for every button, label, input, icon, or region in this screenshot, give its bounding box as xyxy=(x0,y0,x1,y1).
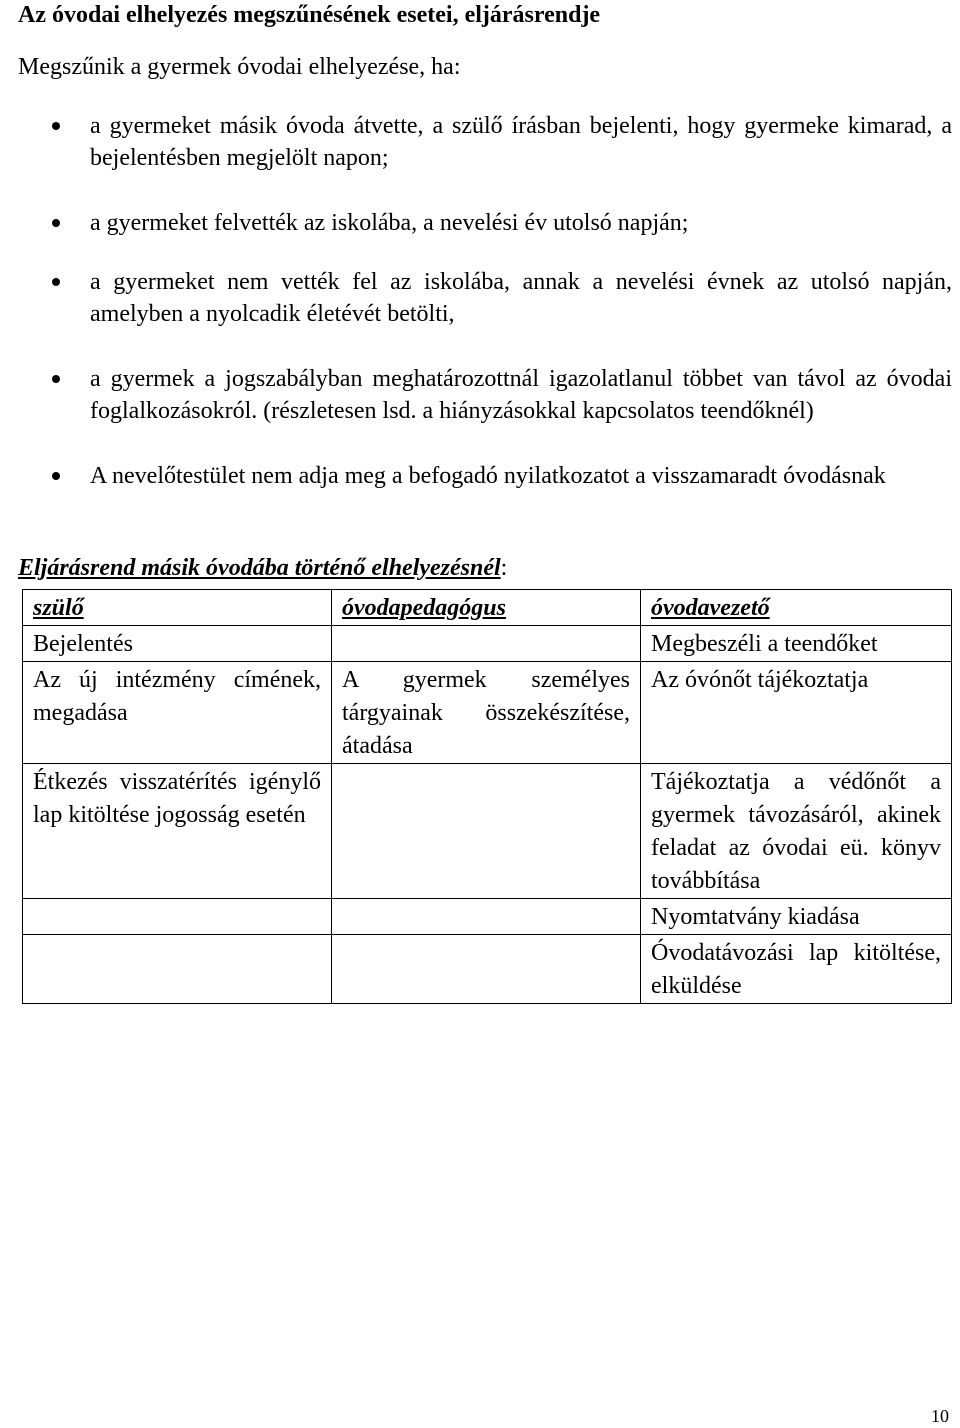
list-item-text: a gyermek a jogszabályban meghatározottnál igazolatlanul többet van távol az óvodai foglalkozásokról. (részletesen lsd. a hiányzásokkal kapcsolatos teendőknél) xyxy=(90,366,952,424)
procedure-table xyxy=(22,589,952,1004)
section-title-colon: : xyxy=(500,555,508,581)
document-title: Az óvodai elhelyezés megszűnésének esetei, eljárásrendje xyxy=(18,2,601,28)
table-cell: Az új intézmény címének, megadása xyxy=(23,662,332,764)
bullet-icon xyxy=(52,278,60,286)
column-header-parent: szülő xyxy=(23,590,332,626)
list-item-text: a gyermeket felvették az iskolába, a nevelési év utolsó napján; xyxy=(90,210,689,236)
table-row xyxy=(23,626,952,662)
table-row xyxy=(23,935,952,1004)
section-title-text: Eljárásrend másik óvodába történő elhelyezésnél xyxy=(18,555,501,581)
list-item xyxy=(18,363,952,427)
table-cell: Bejelentés xyxy=(23,626,332,662)
table-cell: Étkezés visszatérítés igénylő lap kitöltése jogosság esetén xyxy=(23,764,332,899)
column-header-teacher: óvodapedagógus xyxy=(332,590,641,626)
list-item-text: a gyermeket nem vették fel az iskolába, annak a nevelési évnek az utolsó napján, amelyben a nyolcadik életévét betölti, xyxy=(90,269,952,327)
table-cell xyxy=(23,899,332,935)
list-item-text: a gyermeket másik óvoda átvette, a szülő írásban bejelenti, hogy gyermeke kimarad, a bejelentésben megjelölt napon; xyxy=(90,113,952,171)
table-row xyxy=(23,899,952,935)
list-item xyxy=(18,460,952,492)
list-item xyxy=(18,207,952,239)
list-item xyxy=(18,110,952,174)
table-cell: Az óvónőt tájékoztatja xyxy=(641,662,952,764)
table-cell xyxy=(332,764,641,899)
table-cell xyxy=(332,626,641,662)
table-cell xyxy=(23,935,332,1004)
table-cell: Óvodatávozási lap kitöltése, elküldése xyxy=(641,935,952,1004)
section-title xyxy=(18,555,507,582)
column-header-director: óvodavezető xyxy=(641,590,952,626)
list-item xyxy=(18,266,952,330)
table-header-row xyxy=(23,590,952,626)
list-item-text: A nevelőtestület nem adja meg a befogadó nyilatkozatot a visszamaradt óvodásnak xyxy=(90,463,886,489)
table-cell: Tájékoztatja a védőnőt a gyermek távozásáról, akinek feladat az óvodai eü. könyv továbbítása xyxy=(641,764,952,899)
intro-paragraph: Megszűnik a gyermek óvodai elhelyezése, ha: xyxy=(18,54,461,80)
table-cell: Nyomtatvány kiadása xyxy=(641,899,952,935)
bullet-icon xyxy=(52,122,60,130)
bullet-icon xyxy=(52,375,60,383)
table-row xyxy=(23,662,952,764)
table-cell: A gyermek személyes tárgyainak összekészítése, átadása xyxy=(332,662,641,764)
table-cell: Megbeszéli a teendőket xyxy=(641,626,952,662)
page-number: 10 xyxy=(931,1406,949,1426)
table-cell xyxy=(332,935,641,1004)
bullet-icon xyxy=(52,219,60,227)
table-cell xyxy=(332,899,641,935)
bullet-icon xyxy=(52,472,60,480)
table-row xyxy=(23,764,952,899)
termination-cases-list xyxy=(18,110,958,492)
